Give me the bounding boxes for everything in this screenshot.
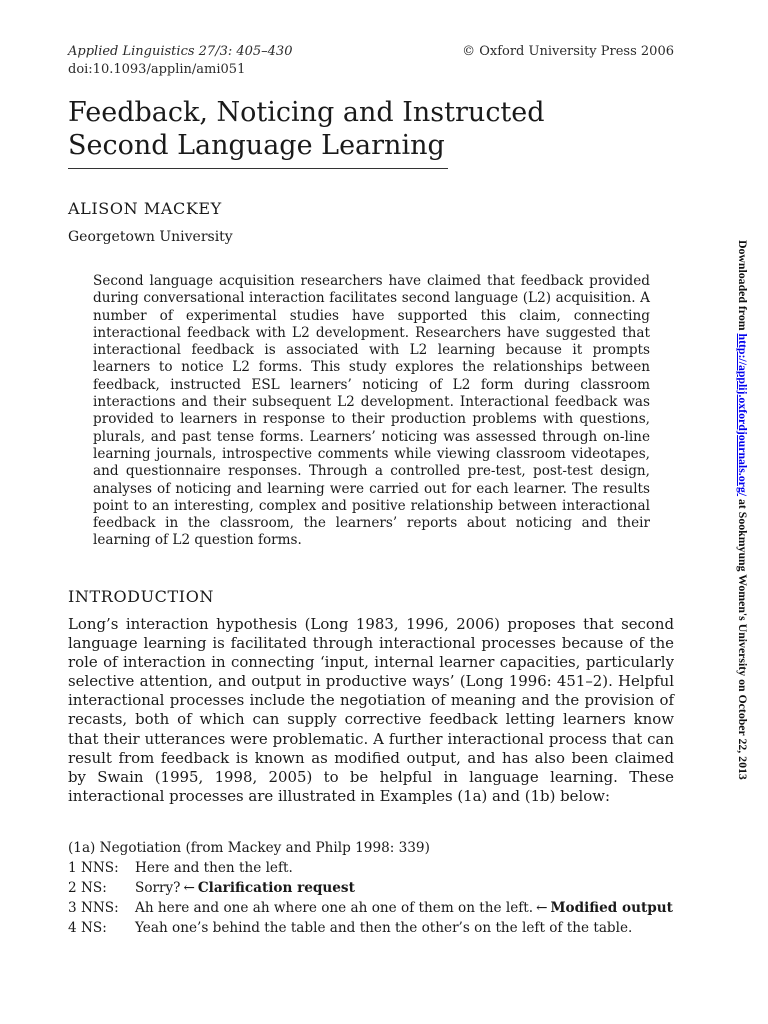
doi-reference: doi:10.1093/applin/ami051 [68,62,246,77]
utterance-text: Sorry? [135,880,181,896]
annotation-label: Modified output [550,900,673,916]
line-number: 3 [68,900,77,916]
download-notice [734,240,754,780]
speaker-label: NNS: [81,860,119,876]
section-heading-introduction: INTRODUCTION [68,587,215,606]
example-caption: (1a) Negotiation (from Mackey and Philp 1998: 339) [68,840,430,856]
journal-citation: Applied Linguistics 27/3: 405–430 [68,44,293,59]
copyright-notice: © Oxford University Press 2006 [462,44,674,59]
speaker-label: NNS: [81,900,119,916]
author-name: ALISON MACKEY [68,199,222,218]
speaker-label: NS: [81,920,107,936]
annotation-arrow: ← [536,900,548,916]
title-underline [68,168,448,169]
title-line-1: Feedback, Noticing and Instructed [68,97,545,128]
utterance-text: Here and then the left. [135,860,293,876]
download-prefix: Downloaded from [736,240,750,331]
dialogue-line [68,918,688,938]
article-title [68,96,545,162]
dialogue-line [68,878,688,898]
utterance-text: Yeah one’s behind the table and then the other’s on the left of the table. [135,920,633,936]
example-dialogue [68,858,688,938]
dialogue-line [68,858,688,878]
line-number: 2 [68,880,77,896]
author-affiliation: Georgetown University [68,229,233,245]
utterance-text: Ah here and one ah where one ah one of them on the left. [135,900,534,916]
line-number: 4 [68,920,77,936]
introduction-paragraph: Long’s interaction hypothesis (Long 1983, 1996, 2006) proposes that second language learning is facilitated through interactional processes because of the role of interaction in connecting ‘input, internal learner capacities, particularly selective attention, and output in productive ways’ (Long 1996: 451–2). Helpful interactional processes include the negotiation of meaning and the provision of recasts, both of which can supply corrective feedback letting learners know that their utterances were problematic. A further interactional process that can result from feedback is known as modified output, and has also been claimed by Swain (1995, 1998, 2005) to be helpful in language learning. These interactional processes are illustrated in Examples (1a) and (1b) below: [68,615,674,805]
line-number: 1 [68,860,77,876]
annotation-label: Clarification request [197,880,355,896]
speaker-label: NS: [81,880,107,896]
dialogue-line [68,898,688,918]
example-1a [68,838,688,938]
title-line-2: Second Language Learning [68,130,445,161]
download-suffix: at Sookmyung Women's University on October 22, 2013 [736,499,750,780]
journal-link[interactable]: http://applij.oxfordjournals.org/ [736,333,750,497]
abstract-text: Second language acquisition researchers have claimed that feedback provided during conversational interaction facilitates second language (L2) acquisition. A number of experimental studies have supported this claim, connecting interactional feedback with L2 development. Researchers have suggested that interactional feedback is associated with L2 learning because it prompts learners to notice L2 forms. This study explores the relationships between feedback, instructed ESL learners’ noticing of L2 form during classroom interactions and their subsequent L2 development. Interactional feedback was provided to learners in response to their production problems with questions, plurals, and past tense forms. Learners’ noticing was assessed through on-line learning journals, introspective comments while viewing classroom videotapes, and questionnaire responses. Through a controlled pre-test, post-test design, analyses of noticing and learning were carried out for each learner. The results point to an interesting, complex and positive relationship between interactional feedback in the classroom, the learners’ reports about noticing and their learning of L2 question forms. [93,273,650,549]
annotation-arrow: ← [183,880,195,896]
download-notice-text [733,240,753,780]
